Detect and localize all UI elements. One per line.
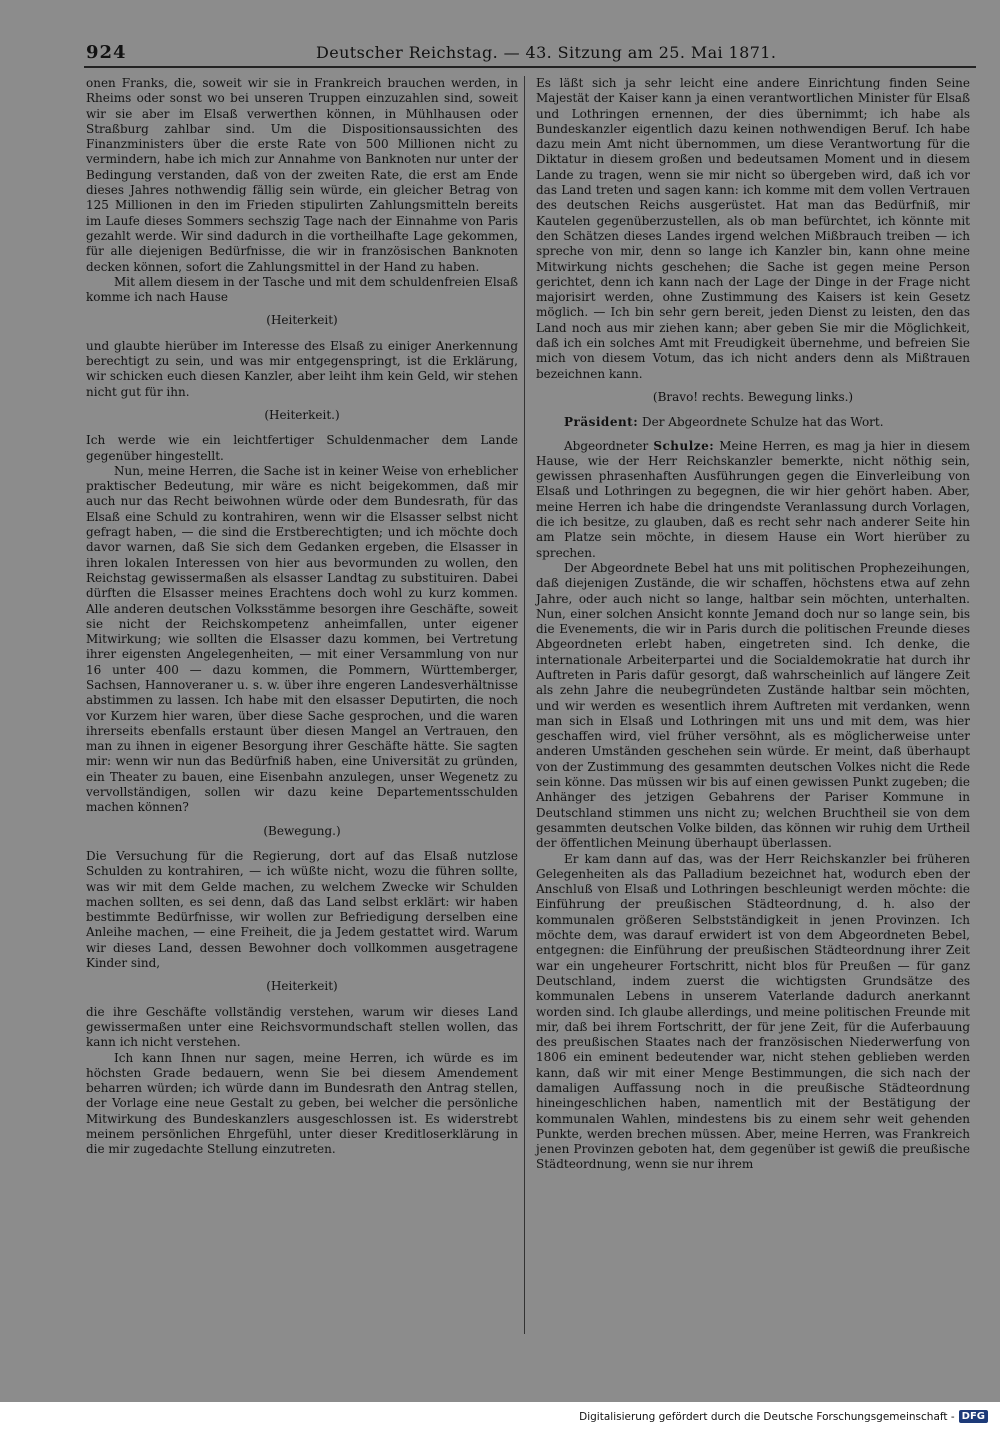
president-statement [536,415,970,430]
paragraph: onen Franks, die, soweit wir sie in Frankreich brauchen werden, in Rheims oder sonst wo bei unseren Truppen einzuzahlen sind, soweit wir sie aber im Elsaß verwerthen können, in Mühlhausen oder Straßburg zahlbar sind. Um die Dispositionsaussichten des Finanzministers über die erste Rate von 500 Millionen nicht zu vermindern, habe ich mich zur Annahme von Banknoten nur unter der Bedingung verstanden, daß von der zweiten Rate, die erst am Ende dieses Jahres nothwendig fällig sein würde, ein gleicher Betrag von 125 Millionen in den im Frieden stipulirten Zahlungsmitteln bereits im Laufe dieses Sommers sechszig Tage nach der Einnahme von Paris gezahlt werde. Wir sind dadurch in die vortheilhafte Lage gekommen, für alle diejenigen Bedürfnisse, die wir in französischen Banknoten decken können, sofort die Zahlungsmittel in der Hand zu haben. [86,76,518,274]
dfg-logo: DFG [959,1410,988,1423]
left-column [86,76,518,1158]
running-title: Deutscher Reichstag. — 43. Sitzung am 25. Mai 1871. [316,43,777,62]
right-column [536,76,970,1173]
speech-paragraph [536,439,970,561]
paragraph: Mit allem diesem in der Tasche und mit dem schuldenfreien Elsaß komme ich nach Hause [86,274,518,305]
paragraph: Ich kann Ihnen nur sagen, meine Herren, ich würde es im höchsten Grade bedauern, wenn Sie bei diesem Amendement beharren würden; ich würde dann im Bundesrath den Antrag stellen, der Vorlage eine neue Gestalt zu geben, bei welcher die persönliche Mitwirkung des Bundeskanzlers ausgeschlossen ist. Es widerstrebt meinem persönlichen Ehrgefühl, unter dieser Kreditloserklärung in die mir zugedachte Stellung einzutreten. [86,1050,518,1157]
statement-text: Meine Herren, es mag ja hier in diesem Hause, wie der Herr Reichskanzler bemerkte, nicht nöthig sein, gewissen phrasenhaften Ausführungen gegen die Einverleibung von Elsaß und Lothringen zu begegnen, die wir hier gehört haben. Aber, meine Herren ich habe die dringendste Veranlassung durch Vorlagen, die ich besitze, zu glauben, daß es recht sehr nach anderer Seite hin am Platze sein möchte, in diesem Hause ein Wort hierüber zu sprechen. [536,438,970,560]
paragraph: Er kam dann auf das, was der Herr Reichskanzler bei früheren Gelegenheiten als das Palladium bezeichnet hat, wodurch eben der Anschluß von Elsaß und Lothringen beschleunigt werden möchte: die Einführung der preußischen Städteordnung, d. h. also der kommunalen größeren Selbstständigkeit in jenen Provinzen. Ich möchte dem, was darauf erwidert ist von dem Abgeordneten Bebel, entgegnen: die Einführung der preußischen Städteordnung ihrer Zeit war ein ungeheurer Fortschritt, nicht blos für Preußen — für ganz Deutschland, indem zuerst die wichtigsten Grundsätze des kommunalen Lebens in unserem Vaterlande dadurch anerkannt worden sind. Ich glaube allerdings, und meine politischen Freunde mit mir, daß bei ihrem Fortschritt, der für jene Zeit, für die Auferbauung des preußischen Staates nach der französischen Niederwerfung von 1806 ein eminent bedeutender war, nicht stehen geblieben werden kann, daß wir mit einer Menge Bestimmungen, die sich nach der damaligen Auffassung noch in die preußische Städteordnung hineingeschlichen haben, namentlich mit der Bestätigung der kommunalen Wahlen, mindestens bis zu einem sehr weit gehenden Punkte, werden brechen müssen. Aber, meine Herren, was Frankreich jenen Provinzen geboten hat, dem gegenüber ist gewiß die preußische Städteordnung, wenn sie nur ihrem [536,851,970,1172]
paragraph: Es läßt sich ja sehr leicht eine andere Einrichtung finden Seine Majestät der Kaiser kann ja einen verantwortlichen Minister für Elsaß und Lothringen ernennen, der dies übernimmt; ich habe als Bundeskanzler eigentlich dazu keinen nothwendigen Beruf. Ich habe dazu mein Amt nicht übernommen, um diese Verantwortung für die Diktatur in diesem großen und bedeutsamen Moment und in diesem Lande zu tragen, wenn sie mir nicht so übergeben wird, daß ich vor das Land treten und sagen kann: ich komme mit dem vollen Vertrauen des deutschen Reichs ausgerüstet. Hat man das Bedürfniß, mir Kautelen gegenüberzustellen, als ob man befürchtet, ich könnte mit den Schätzen dieses Landes irgend welchen Mißbrauch treiben — ich spreche von mir, denn so lange ich Kanzler bin, kann ohne meine Mitwirkung nichts geschehen; die Sache ist gegen meine Person gerichtet, denn ich kann nach der Lage der Dinge in der Frage nicht majorisirt werden, ohne Zustimmung des Kaisers ist kein Gesetz möglich. — Ich bin sehr gern bereit, jeden Dienst zu leisten, den das Land noch aus mir ziehen kann; aber geben Sie mir die Möglichkeit, daß ich ein solches Amt mit Freudigkeit übernehme, und befreien Sie mich von diesem Votum, das ich nicht anders denn als Mißtrauen bezeichnen kann. [536,76,970,381]
reaction-note: (Bewegung.) [263,823,341,838]
paragraph: Der Abgeordnete Bebel hat uns mit politischen Prophezeihungen, daß diejenigen Zustände, die wir schaffen, höchstens etwa auf zehn Jahre, oder auch nicht so lange, haltbar sein möchten, unterhalten. Nun, einer solchen Ansicht konnte Jemand doch nur so lange sein, bis die Evenements, die wir in Paris durch die politischen Freunde dieses Abgeordneten erlebt haben, eingetreten sind. Ich denke, die internationale Arbeiterpartei und die Socialdemokratie hat durch ihr Auftreten in Paris dafür gesorgt, daß wahrscheinlich auf längere Zeit als zehn Jahre die neubegründeten Zustände haltbar sein möchten, und wir werden es wesentlich ihrem Auftreten mit verdanken, wenn man sich in Elsaß und Lothringen mit uns und mit dem, was hier geschaffen wird, viel früher versöhnt, als es möglicherweise unter anderen Umständen geschehen sein würde. Er meint, daß überhaupt von der Zustimmung des gesammten deutschen Volkes nicht die Rede sein könne. Das müssen wir bis auf einen gewissen Punkt zugeben; die Anhänger des jetzigen Gebahrens der Pariser Kommune in Deutschland stimmen uns nicht zu; welchen Bruchtheil sie von dem gesammten deutschen Volke bilden, das können wir ruhig dem Urtheil der öffentlichen Meinung überhaupt überlassen. [536,560,970,851]
reaction-note: (Heiterkeit) [266,313,338,328]
footer [579,1410,988,1423]
paragraph: Die Versuchung für die Regierung, dort auf das Elsaß nutzlose Schulden zu kontrahiren, — ich wüßte nicht, wozu die führen sollte, was wir mit dem Gelde machen, zu welchem Zwecke wir Schulden machen sollten, es sei denn, daß das Land selbst erklärt: wir haben bestimmte Bedürfnisse, wir wollen zur Befriedigung derselben eine Anleihe machen, — eine Freiheit, die ja Jedem gestattet wird. Warum wir dieses Land, dessen Bewohner doch vollkommen ausgetragene Kinder sind, [86,848,518,971]
paragraph: Ich werde wie ein leichtfertiger Schuldenmacher dem Lande gegenüber hingestellt. [86,433,518,463]
page-number: 924 [86,42,127,63]
page-header [84,40,976,68]
paragraph: die ihre Geschäfte vollständig verstehen, warum wir dieses Land gewissermaßen unter eine Reichsvormundschaft stellen wollen, das kann ich nicht verstehen. [86,1004,518,1050]
footer-text: Digitalisierung gefördert durch die Deutsche Forschungsgemeinschaft - [579,1410,955,1423]
speaker-intro: Abgeordneter [564,438,649,453]
statement-text: Der Abgeordnete Schulze hat das Wort. [642,415,884,430]
reaction-note: (Heiterkeit) [266,979,338,994]
paragraph: Nun, meine Herren, die Sache ist in keiner Weise von erheblicher praktischer Bedeutung, mir wäre es nicht beigekommen, daß mir auch nur das Recht beiwohnen würde oder dem Bundesrath, für das Elsaß eine Schuld zu kontrahiren, wenn wir die Elsasser selbst nicht gefragt haben, — die sind die Erstberechtigten; und ich möchte doch davor warnen, daß Sie sich dem Gedanken ergeben, die Elsasser in ihren lokalen Interessen von hier aus bevormunden zu wollen, den Reichstag gewissermaßen als elsasser Landtag zu substituiren. Dabei dürften die Elsasser meines Erachtens doch wohl zu kurz kommen. Alle anderen deutschen Volksstämme besorgen ihre Geschäfte, soweit sie nicht der Reichskompetenz anheimfallen, unter eigener Mitwirkung; wie sollten die Elsasser dazu kommen, bei Vertretung ihrer eigensten Angelegenheiten, — mit einer Versammlung von nur 16 unter 400 — dazu kommen, die Pommern, Württemberger, Sachsen, Hannoveraner u. s. w. über ihre engeren Landesverhältnisse abstimmen zu lassen. Ich habe mit den elsasser Deputirten, die noch vor Kurzem hier waren, über diese Sache gesprochen, und die waren ihrerseits ebenfalls erstaunt über diesen Mangel an Vertrauen, den man zu ihnen in eigener Besorgung ihrer Geschäfte hätte. Sie sagten mir: wenn wir nun das Bedürfniß haben, eine Universität zu gründen, ein Theater zu bauen, eine Eisenbahn anzulegen, unser Wegenetz zu vervollständigen, sollen wir dazu keine Departementsschulden machen können? [86,463,518,815]
column-divider [524,76,525,1334]
speaker-label: Schulze: [653,438,715,453]
reaction-note: (Heiterkeit.) [264,407,340,422]
speaker-label: Präsident: [564,415,639,430]
paragraph: und glaubte hierüber im Interesse des Elsaß zu einiger Anerkennung berechtigt zu sein, und was mir entgegenspringt, ist die Erklärung, wir schicken euch diesen Kanzler, aber leiht ihm kein Geld, wir stehen nicht gut für ihn. [86,338,518,399]
reaction-note: (Bravo! rechts. Bewegung links.) [652,389,854,404]
